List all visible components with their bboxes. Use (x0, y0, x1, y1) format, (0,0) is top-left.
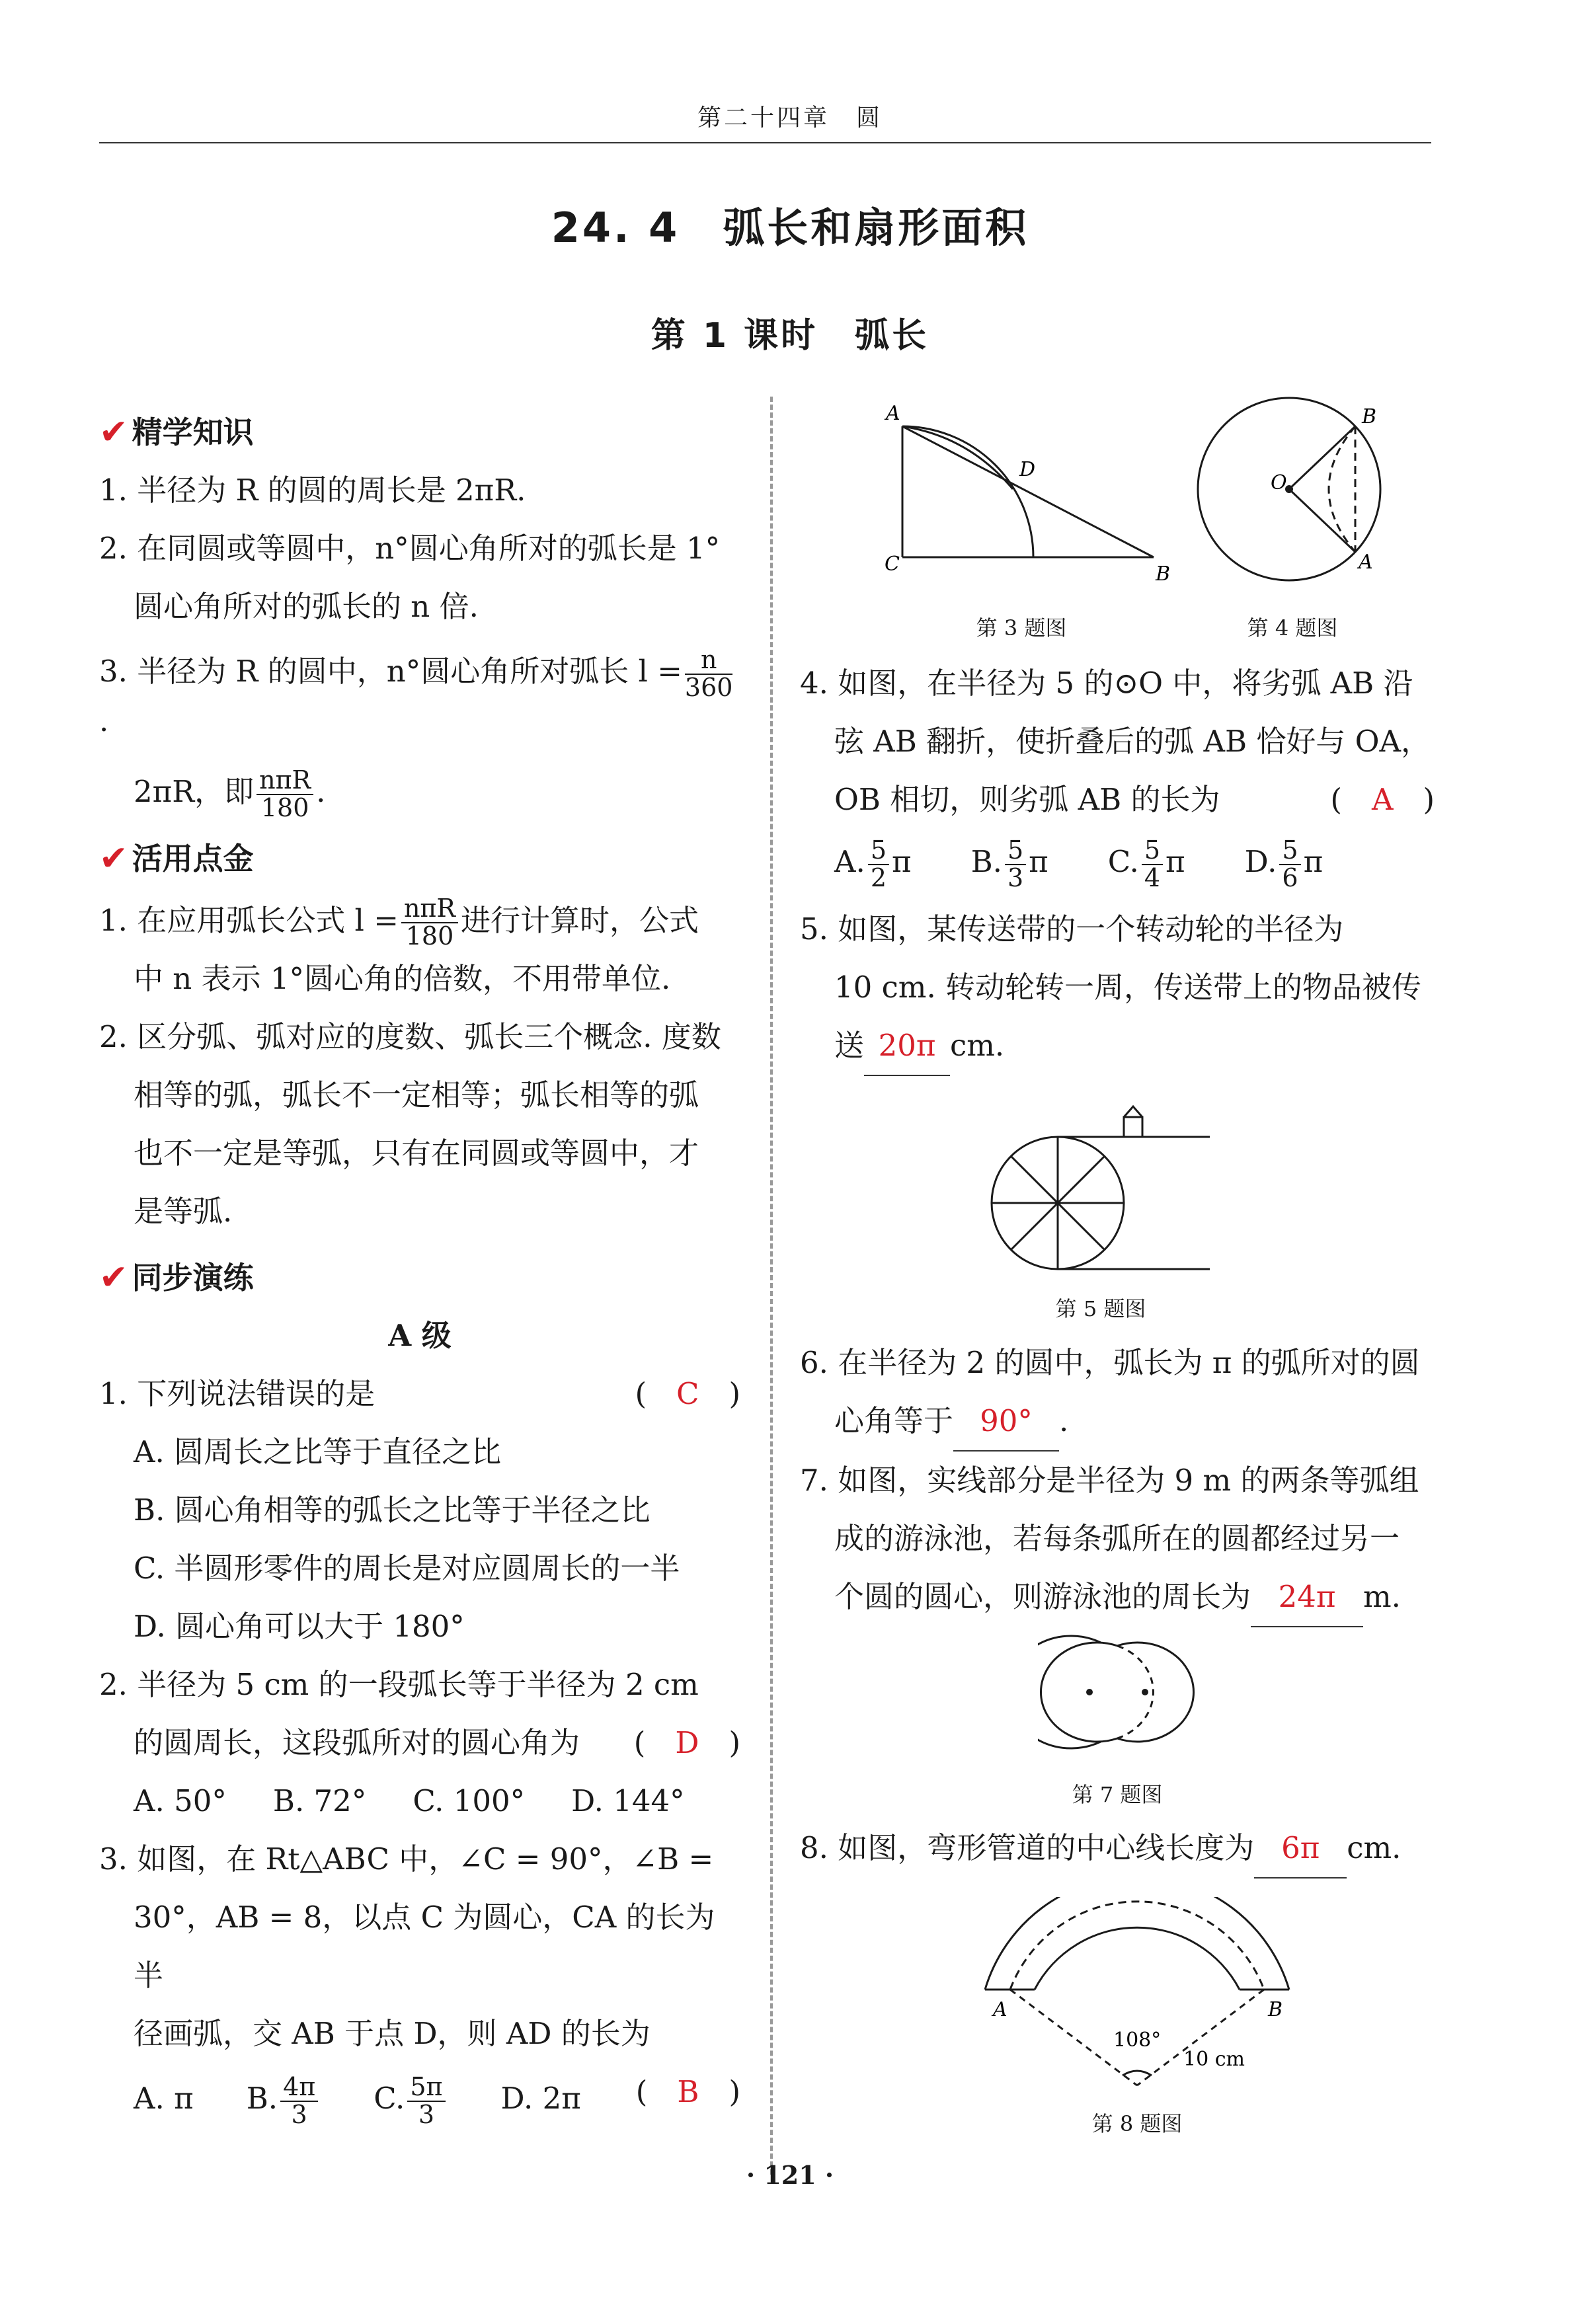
q1-option-d: D. 圆心角可以大于 180° (134, 1609, 465, 1645)
tag-tongbu: ✔ 同步演练 (99, 1249, 740, 1307)
q4-stem-c: OB 相切，则劣弧 AB 的长为 ( A ) (834, 782, 1435, 817)
q2-stem-a: 2. 半径为 5 cm 的一段弧长等于半径为 2 cm (99, 1667, 699, 1703)
fig8-length: 10 cm (1183, 2048, 1245, 2071)
q5-stem-c: 送 20π cm. (800, 1017, 1435, 1076)
chapter-header: 第二十四章 圆 (697, 104, 883, 132)
fig7-center-left (1086, 1689, 1093, 1695)
hy-p2c: 也不一定是等弧，只有在同圆或等圆中，才 (134, 1136, 699, 1171)
fig7-center-right (1142, 1689, 1148, 1695)
tag-jingxue: ✔ 精学知识 (99, 403, 740, 461)
jx-p2b: 圆心角所对的弧长的 n 倍. (134, 589, 479, 624)
q1-stem: 1. 下列说法错误的是 ( C ) (99, 1376, 740, 1412)
fig3-label-c: C (885, 553, 900, 576)
fig3-caption: 第 3 题图 (976, 615, 1067, 640)
q2-options: A. 50° B. 72° C. 100° D. 144° (134, 1783, 685, 1819)
q3-stem-b: 30°，AB = 8，以点 C 为圆心，CA 的长为半 (134, 1900, 715, 1994)
fig3-label-d: D (1019, 458, 1036, 481)
figure-7 (1038, 1633, 1197, 1752)
jx-p3a: 3. 半径为 R 的圆中，n°圆心角所对弧长 l = $\frac{n}{360}$ · (99, 644, 733, 748)
check-icon: ✔ (99, 838, 128, 878)
q4-stem-a: 4. 如图，在半径为 5 的⊙O 中，将劣弧 AB 沿 (800, 666, 1413, 701)
fig5-caption: 第 5 题图 (1055, 1296, 1146, 1321)
q2-stem-b: 的圆周长，这段弧所对的圆心角为 ( D ) (134, 1725, 740, 1761)
fig4-caption: 第 4 题图 (1247, 615, 1338, 640)
fig3-label-b: B (1156, 562, 1171, 586)
column-divider (770, 397, 773, 2175)
q3-stem-a: 3. 如图，在 Rt△ABC 中，∠C = 90°，∠B = (99, 1841, 714, 1877)
fig3-label-a: A (886, 402, 900, 425)
q8-stem: 8. 如图，弯形管道的中心线长度为 6π cm. (800, 1819, 1435, 1879)
fig8-caption: 第 8 题图 (1091, 2111, 1183, 2136)
q3-options: A. π B. $\frac{4\pi}{3}$ C. $\frac{5\pi}{3}$ D. 2π (134, 2072, 581, 2129)
hy-p2d: 是等弧. (134, 1194, 233, 1229)
figure-8 (972, 1897, 1302, 2115)
jx-p3b: 2πR，即 $\frac{\text{nπR}}{180}$ . (134, 765, 326, 822)
check-icon: ✔ (99, 1258, 128, 1298)
right-column-q4-q5 (800, 654, 1435, 1076)
fig8-label-a: A (993, 1998, 1007, 2021)
q1-option-b: B. 圆心角相等的弧长之比等于半径之比 (134, 1492, 651, 1528)
figure-3-and-4 (853, 390, 1448, 601)
q7-stem-b: 成的游泳池，若每条弧所在的圆都经过另一 (834, 1521, 1400, 1556)
frac-n-360: $\frac{n}{360}$ (684, 644, 733, 702)
q3-stem-c: 径画弧，交 AB 于点 D，则 AD 的长为 ( B ) (134, 2016, 740, 2110)
q6-stem-a: 6. 在半径为 2 的圆中，弧长为 π 的弧所对的圆 (800, 1345, 1420, 1380)
right-column-q6-q7 (800, 1334, 1435, 1627)
q4-stem-b: 弦 AB 翻折，使折叠后的弧 AB 恰好与 OA， (834, 724, 1431, 759)
fig8-angle: 108° (1113, 2029, 1162, 2052)
fig7-caption: 第 7 题图 (1072, 1782, 1163, 1807)
level-label: A 级 (388, 1318, 452, 1354)
page-number: · 121 · (746, 2160, 834, 2190)
hy-p2b: 相等的弧，弧长不一定相等；弧长相等的弧 (134, 1077, 699, 1113)
jx-p2a: 2. 在同圆或等圆中，n°圆心角所对的弧长是 1° (99, 531, 721, 566)
check-icon: ✔ (99, 412, 128, 452)
right-column-q8 (800, 1819, 1435, 1879)
q7-stem-a: 7. 如图，实线部分是半径为 9 m 的两条等弧组 (800, 1463, 1419, 1498)
header-rule (99, 142, 1431, 143)
fig8-label-b: B (1268, 1998, 1283, 2021)
q6-stem-b: 心角等于 90° . (800, 1392, 1435, 1452)
hy-p1a: 1. 在应用弧长公式 l = $\frac{\text{nπR}}{180}$ 进行计算时，公式 (99, 894, 699, 951)
figure-5 (978, 1097, 1216, 1276)
q5-stem-a: 5. 如图，某传送带的一个转动轮的半径为 (800, 911, 1344, 947)
tag-huoyong: ✔ 活用点金 (99, 830, 740, 888)
left-column (99, 403, 740, 2128)
jx-p1: 1. 半径为 R 的圆的周长是 2πR. (99, 473, 526, 508)
fig4-label-o: O (1271, 471, 1287, 494)
section-title: 24. 4 弧长和扇形面积 (551, 204, 1029, 252)
figure-3 (902, 426, 1154, 557)
frac-npir-180-b: $\frac{\text{nπR}}{180}$ (401, 896, 458, 950)
hy-p2a: 2. 区分弧、弧对应的度数、弧长三个概念. 度数 (99, 1019, 721, 1055)
q7-stem-c: 个圆的圆心，则游泳池的周长为 24π m. (800, 1568, 1435, 1627)
frac-npir-180: $\frac{\text{nπR}}{180}$ (257, 767, 313, 822)
hy-p1b: 中 n 表示 1°圆心角的倍数，不用带单位. (134, 961, 671, 997)
q1-option-a: A. 圆周长之比等于直径之比 (134, 1434, 502, 1470)
q5-stem-b: 10 cm. 转动轮转一周，传送带上的物品被传 (834, 970, 1422, 1005)
fig4-label-b: B (1362, 405, 1377, 428)
fig4-label-a: A (1359, 551, 1373, 574)
q1-option-c: C. 半圆形零件的周长是对应圆周长的一半 (134, 1551, 680, 1586)
q4-options: A. $\frac{5}{2}$ π B. $\frac{5}{3}$ π C. $\frac{5}{4}$ π D. $\frac{5}{6}$ π (834, 835, 1323, 892)
lesson-title: 第 1 课时 弧长 (651, 316, 929, 356)
